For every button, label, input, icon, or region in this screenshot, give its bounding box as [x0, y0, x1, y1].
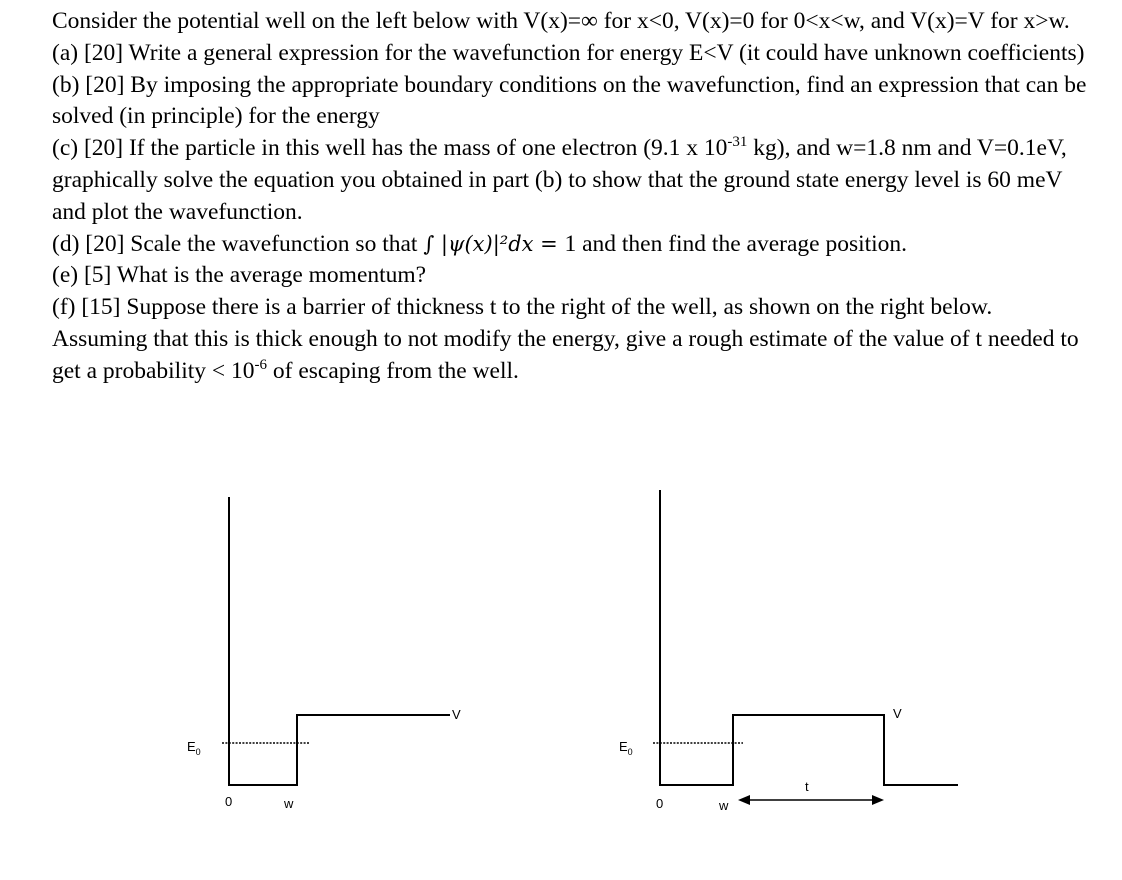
part-c-exponent: -31 [727, 134, 748, 151]
normalization-integral: ∫ |ψ(x)|²dx [423, 231, 534, 256]
left-xw-label: w [284, 796, 294, 811]
part-f-text-start: (f) [15] Suppose there is a barrier of thickness t to the right of the well, as shown on the right below. Assuming that this is thick enough to not modify the energy, give a rough estimate of the value of t needed to get a probability < 10 [52, 294, 1079, 384]
left-x0-label: 0 [225, 794, 233, 809]
part-b: (b) [20] By imposing the appropriate boundary conditions on the wavefunction, find an expression that can be solved (in principle) for the energy [52, 71, 1087, 130]
part-d-text-end: 1 and then find the average position. [564, 230, 908, 257]
part-f-exponent: -6 [254, 356, 268, 373]
figure-left-well [222, 497, 450, 785]
part-e: (e) [5] What is the average momentum? [52, 262, 427, 289]
normalization-equals: = [533, 231, 565, 256]
part-a: (a) [20] Write a general expression for the wavefunction for energy E<V (it could have unknown coefficients) [52, 39, 1085, 66]
figure-right-well [653, 490, 958, 800]
left-well-potential-line [229, 497, 450, 785]
right-x0-label: 0 [656, 796, 664, 811]
left-energy-label: $E_0$ [187, 739, 201, 757]
part-f-text-end: of escaping from the well. [267, 357, 519, 384]
left-v-label: V [452, 707, 461, 722]
part-c-text-end: kg), and w=1.8 nm and V=0.1eV, graphically solve the equation you obtained in part (b) to show that the ground state energy level is 60 meV and plot the wavefunction. [52, 135, 1067, 225]
barrier-thickness-label: t [805, 779, 809, 794]
right-xw-label: w [719, 798, 729, 813]
right-v-label: V [893, 706, 902, 721]
problem-intro: Consider the potential well on the left below with V(x)=∞ for x<0, V(x)=0 for 0<x<w, and V(x)=V for x>w. [52, 8, 1070, 34]
part-d-text-start: (d) [20] Scale the wavefunction so that [52, 230, 424, 257]
thickness-arrow-left-head [738, 795, 750, 805]
part-c-text-start: (c) [20] If the particle in this well has the mass of one electron (9.1 x 10 [52, 135, 728, 162]
right-well-potential-line [660, 490, 958, 785]
thickness-arrow-right-head [872, 795, 884, 805]
right-energy-label: $E_0$ [619, 739, 633, 757]
